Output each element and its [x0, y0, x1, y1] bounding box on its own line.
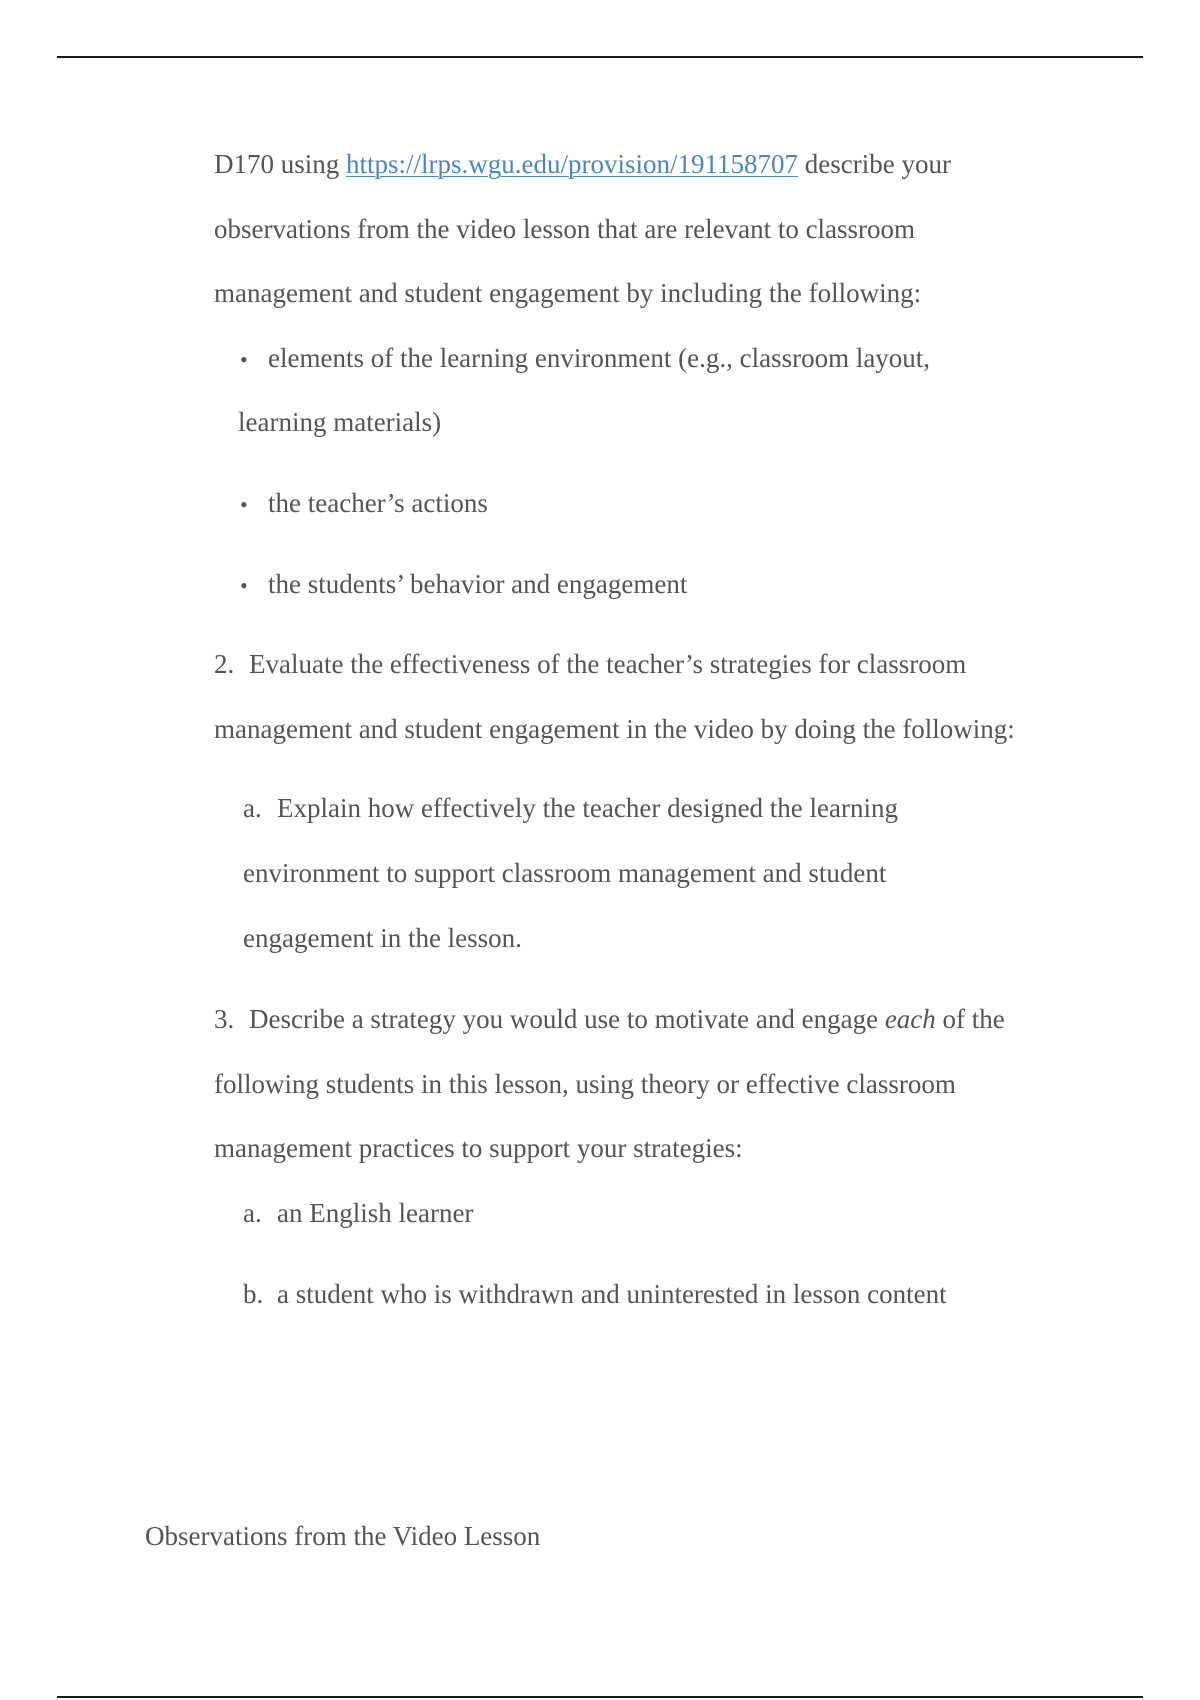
bullet-text: the teacher’s actions	[268, 488, 488, 518]
intro-line-1	[214, 147, 951, 181]
bullet-item-environment-continued: learning materials)	[238, 407, 442, 437]
item-3-line-3: management practices to support your strategies:	[214, 1133, 743, 1163]
item-emphasis: each	[884, 1004, 936, 1034]
item-2-sub-a-line-2: environment to support classroom management and student	[243, 858, 887, 888]
item-number: 2.	[214, 649, 235, 679]
item-2-sub-a-line-3: engagement in the lesson.	[243, 923, 522, 953]
bullet-icon: •	[240, 347, 248, 372]
sub-item-text: an English learner	[277, 1198, 474, 1228]
item-2-sub-a-line-1	[243, 791, 898, 825]
bullet-icon: •	[240, 573, 248, 598]
intro-line-3: management and student engagement by including the following:	[214, 278, 922, 308]
item-text-suffix: of the	[935, 1004, 1005, 1034]
intro-line-2: observations from the video lesson that are relevant to classroom	[214, 214, 916, 244]
item-3-sub-b	[243, 1277, 947, 1311]
bullet-item-teacher-actions	[240, 486, 488, 522]
bullet-text: elements of the learning environment (e.g., classroom layout,	[268, 343, 931, 373]
provision-link[interactable]: https://lrps.wgu.edu/provision/191158707	[346, 149, 799, 179]
item-3-line-1	[214, 1002, 1005, 1036]
intro-suffix: describe your	[798, 149, 951, 179]
item-3-sub-a	[243, 1196, 473, 1230]
intro-prefix: D170 using	[214, 149, 347, 179]
bullet-text: the students’ behavior and engagement	[268, 569, 688, 599]
item-text: Describe a strategy you would use to motivate and engage	[249, 1004, 885, 1034]
item-2-line-1	[214, 647, 966, 681]
sub-item-label: a.	[243, 793, 262, 823]
item-2-line-2: management and student engagement in the video by doing the following:	[214, 714, 1015, 744]
bullet-icon: •	[240, 492, 248, 517]
sub-item-text: a student who is withdrawn and uninterested in lesson content	[277, 1279, 947, 1309]
item-3-line-2: following students in this lesson, using theory or effective classroom	[214, 1069, 956, 1099]
bullet-item-environment	[240, 341, 930, 377]
sub-item-label: b.	[243, 1279, 264, 1309]
item-text: Evaluate the effectiveness of the teacher’s strategies for classroom	[249, 649, 967, 679]
bottom-rule	[57, 1696, 1143, 1698]
item-number: 3.	[214, 1004, 235, 1034]
sub-item-label: a.	[243, 1198, 262, 1228]
bullet-item-student-behavior	[240, 567, 687, 603]
section-heading: Observations from the Video Lesson	[145, 1521, 541, 1551]
sub-item-text: Explain how effectively the teacher designed the learning	[277, 793, 898, 823]
